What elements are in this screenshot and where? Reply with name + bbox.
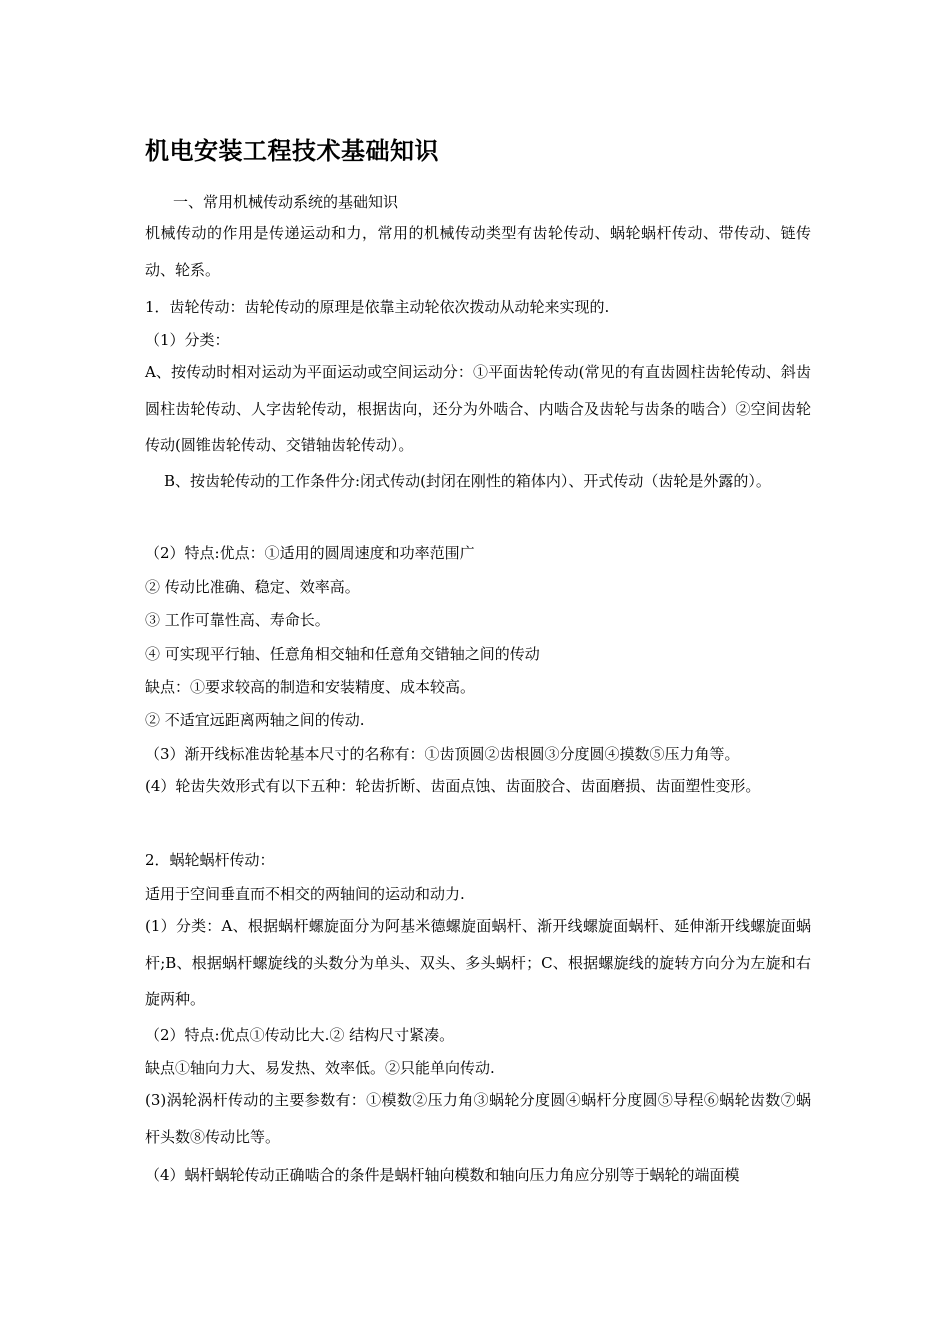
worm-drawbacks: 缺点①轴向力大、易发热、效率低。②只能单向传动. [145, 1059, 495, 1077]
worm-features: （2）特点:优点①传动比大.② 结构尺寸紧凑。 [145, 1026, 455, 1044]
gear-classification-a: A、按传动时相对运动为平面运动或空间运动分：①平面齿轮传动(常见的有直齿圆柱齿轮传动、斜齿圆柱齿轮传动、人字齿轮传动，根据齿向，还分为外啮合、内啮合及齿轮与齿条的啮合）②空间齿轮传动(圆锥齿轮传动、交错轴齿轮传动）。 [145, 363, 811, 454]
gear-heading: 1．齿轮传动：齿轮传动的原理是依靠主动轮依次拨动从动轮来实现的. [145, 298, 610, 316]
intro-paragraph: 机械传动的作用是传递运动和力，常用的机械传动类型有齿轮传动、蜗轮蜗杆传动、带传动、链传动、轮系。 [145, 224, 811, 279]
gear-failure-modes: (4）轮齿失效形式有以下五种：轮齿折断、齿面点蚀、齿面胶合、齿面磨损、齿面塑性变形。 [145, 777, 761, 795]
gear-feature-1: （2）特点:优点：①适用的圆周速度和功率范围广 [145, 544, 475, 562]
document-title: 机电安装工程技术基础知识 [145, 136, 439, 165]
worm-heading: 2．蜗轮蜗杆传动： [145, 851, 275, 869]
gear-classification-heading: （1）分类： [145, 331, 230, 349]
gear-parameters: （3）渐开线标准齿轮基本尺寸的名称有：①齿顶圆②齿根圆③分度圆④摸数⑤压力角等。 [145, 745, 740, 763]
gear-feature-2: ② 传动比准确、稳定、效率高。 [145, 578, 360, 596]
section-heading: 一、常用机械传动系统的基础知识 [173, 193, 399, 211]
gear-drawback-1: 缺点：①要求较高的制造和安装精度、成本较高。 [145, 678, 476, 696]
worm-meshing-condition: （4）蜗杆蜗轮传动正确啮合的条件是蜗杆轴向模数和轴向压力角应分别等于蜗轮的端面模 [145, 1166, 740, 1184]
gear-classification-b: B、按齿轮传动的工作条件分:闭式传动(封闭在刚性的箱体内）、开式传动（齿轮是外露的）。 [164, 472, 771, 490]
gear-feature-4: ④ 可实现平行轴、任意角相交轴和任意角交错轴之间的传动 [145, 645, 540, 663]
gear-drawback-2: ② 不适宜远距离两轴之间的传动. [145, 711, 365, 729]
worm-classification: (1）分类：A、根据蜗杆螺旋面分为阿基米德螺旋面蜗杆、渐开线螺旋面蜗杆、延伸渐开线螺旋面蜗杆;B、根据蜗杆螺旋线的头数分为单头、双头、多头蜗杆；C、根据螺旋线的旋转方向分为左旋和右旋两种。 [145, 917, 811, 1008]
gear-feature-3: ③ 工作可靠性高、寿命长。 [145, 611, 330, 629]
worm-parameters: (3)涡轮涡杆传动的主要参数有：①模数②压力角③蜗轮分度圆④蜗杆分度圆⑤导程⑥蜗轮齿数⑦蜗杆头数⑧传动比等。 [145, 1091, 811, 1146]
worm-intro: 适用于空间垂直而不相交的两轴间的运动和动力. [145, 885, 465, 903]
